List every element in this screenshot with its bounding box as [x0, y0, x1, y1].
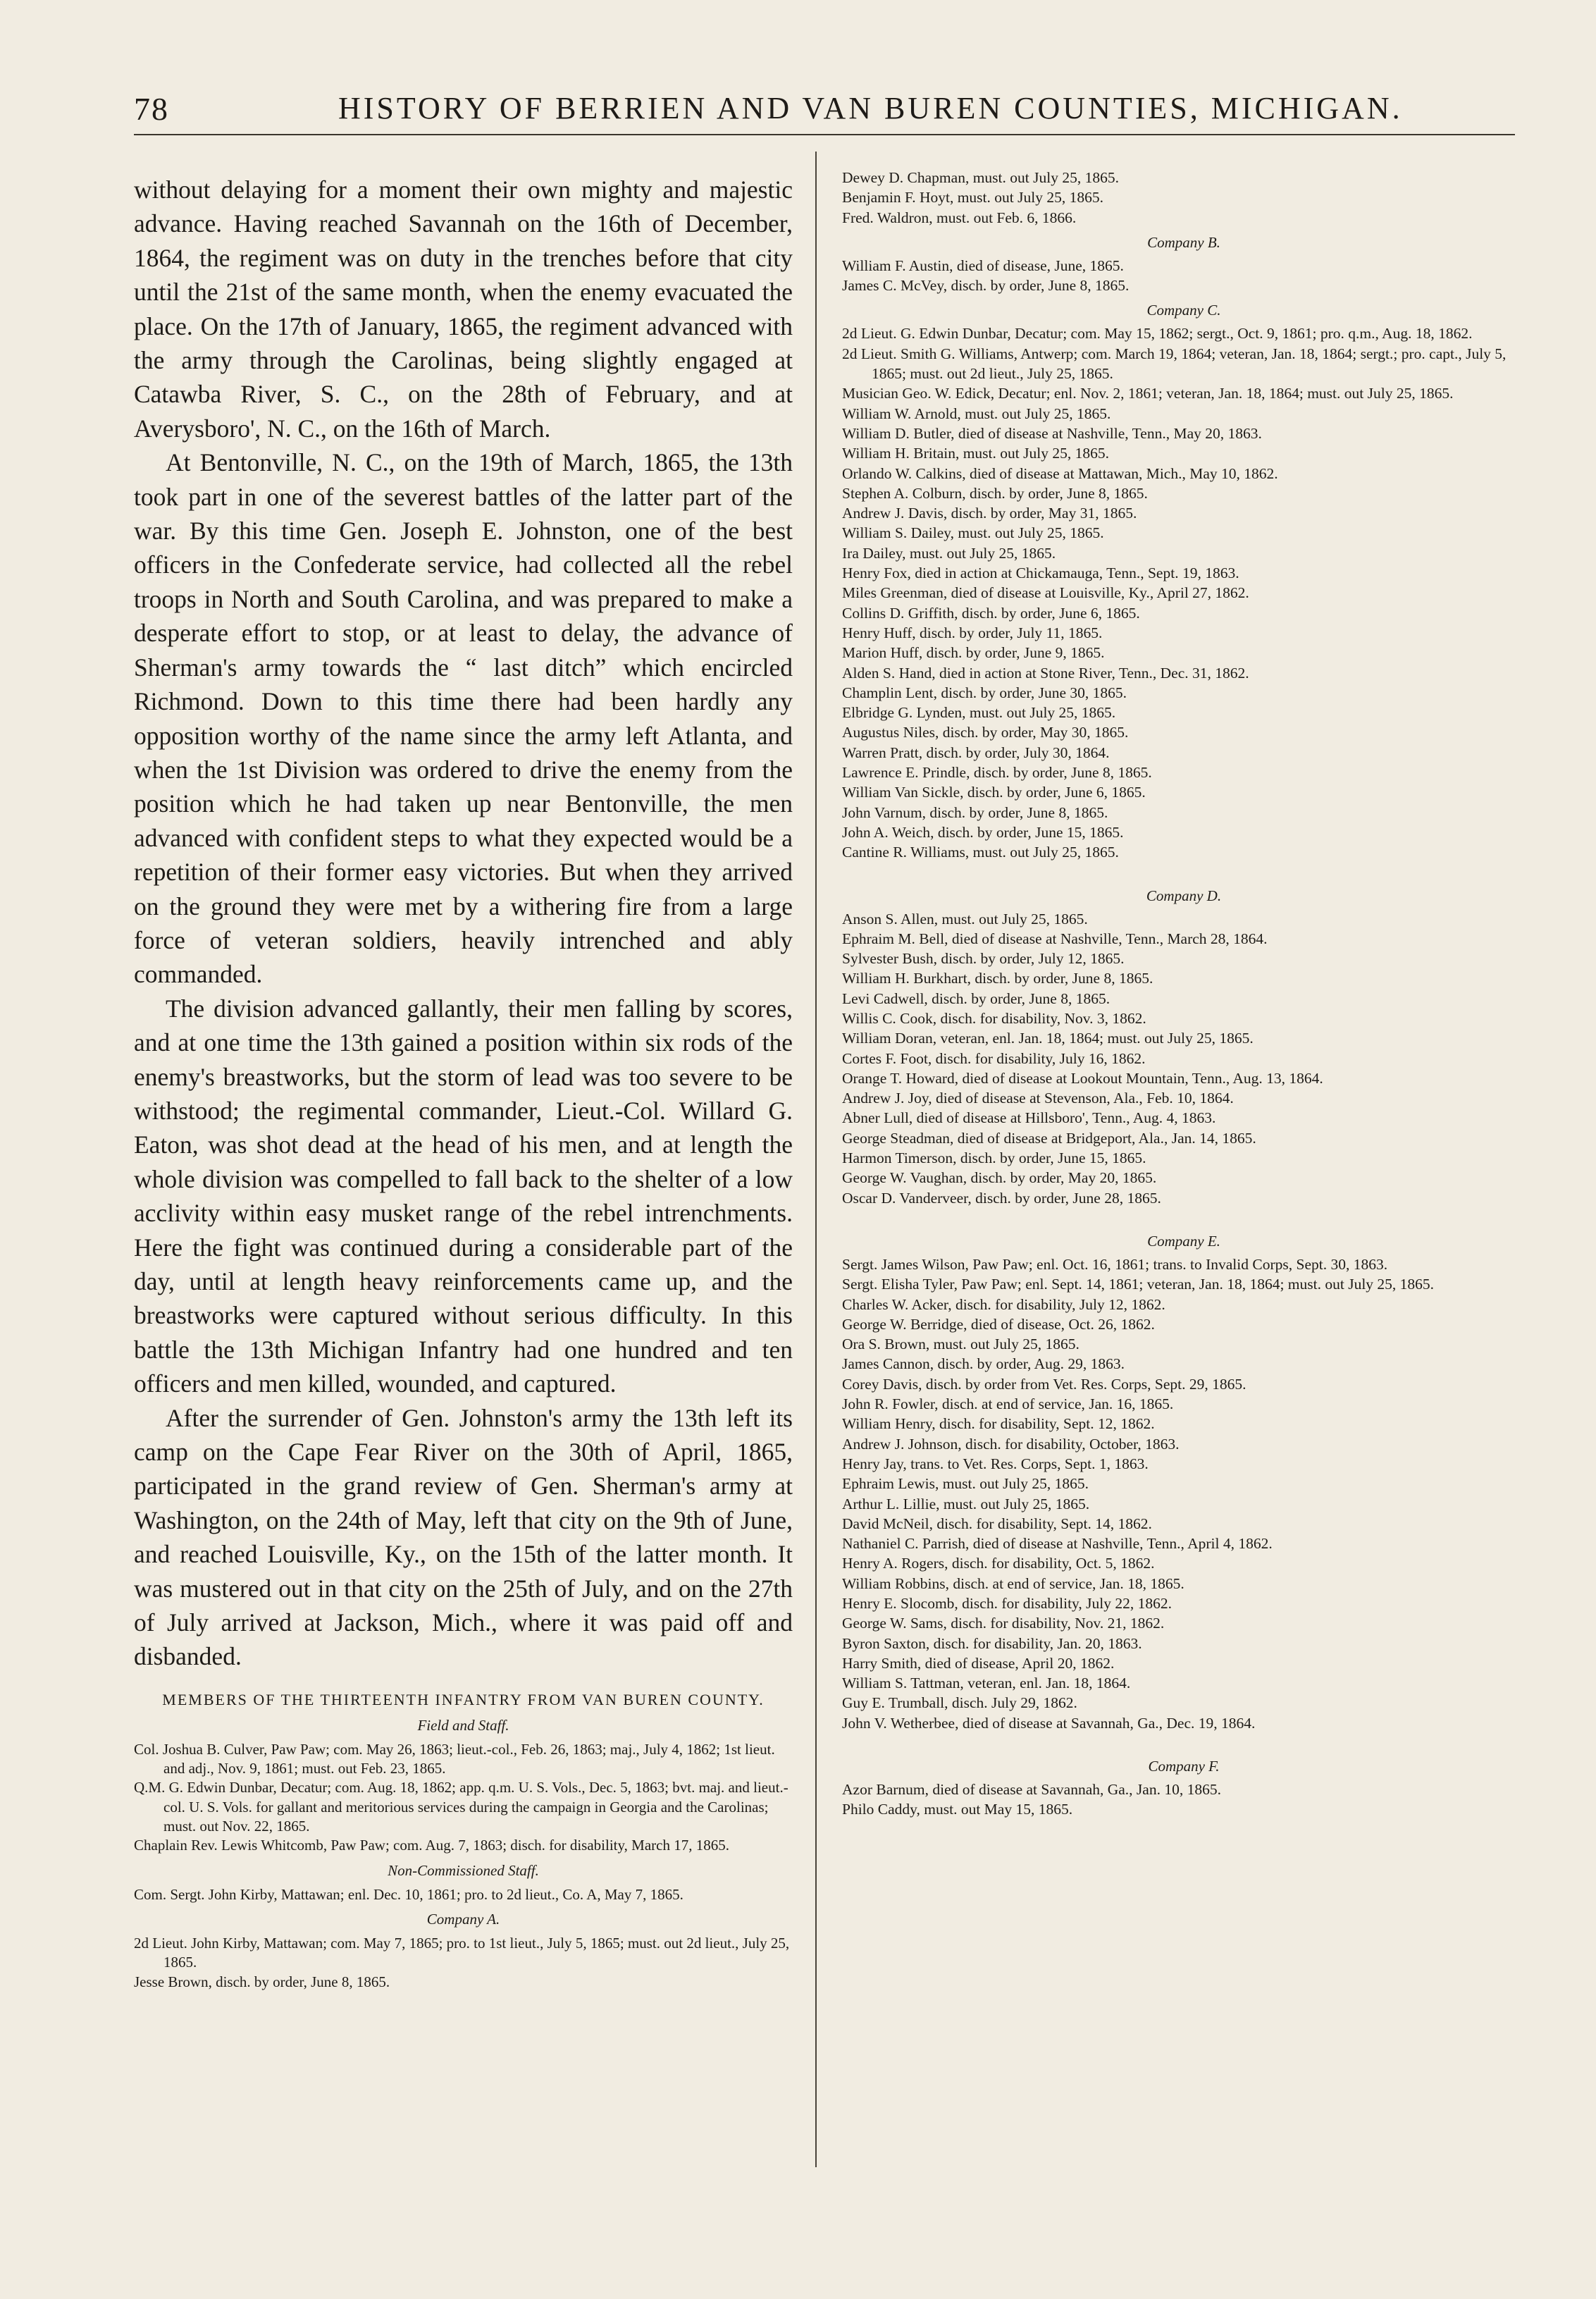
roster-entry: Azor Barnum, died of disease at Savannah, Ga., Jan. 10, 1865. [842, 1781, 1221, 1799]
roster-entry: John R. Fowler, disch. at end of service, Jan. 16, 1865. [842, 1395, 1174, 1413]
roster-entry: William H. Britain, must. out July 25, 1865. [842, 445, 1109, 462]
narrative-text [134, 173, 793, 1674]
section-heading-company-f: Company F. [1148, 1758, 1220, 1775]
section-heading-field-staff: Field and Staff. [417, 1716, 509, 1734]
roster-entry: Byron Saxton, disch. for disability, Jan. 20, 1863. [842, 1634, 1142, 1652]
roster-entry: Ira Dailey, must. out July 25, 1865. [842, 544, 1056, 562]
roster-entry: Cortes F. Foot, disch. for disability, July 16, 1862. [842, 1049, 1146, 1067]
roster-entry: Miles Greenman, died of disease at Louisville, Ky., April 27, 1862. [842, 584, 1249, 602]
roster-entry: Warren Pratt, disch. by order, July 30, 1864. [842, 744, 1110, 761]
roster-entry: William Robbins, disch. at end of service, Jan. 18, 1865. [842, 1574, 1184, 1592]
running-title: HISTORY OF BERRIEN AND VAN BUREN COUNTIES, MICHIGAN. [338, 91, 1403, 125]
column-divider [815, 152, 817, 2167]
roster-entry: John A. Weich, disch. by order, June 15, 1865. [842, 823, 1124, 841]
roster-entry: George W. Berridge, died of disease, Oct. 26, 1862. [842, 1315, 1155, 1333]
roster-entry: Anson S. Allen, must. out July 25, 1865. [842, 910, 1088, 927]
roster-entry: Charles W. Acker, disch. for disability, July 12, 1862. [842, 1295, 1165, 1313]
company-c-list [842, 323, 1526, 862]
roster-entry: James C. McVey, disch. by order, June 8, 1865. [842, 277, 1130, 295]
spacer [842, 863, 1526, 881]
section-heading-non-commissioned-staff: Non-Commissioned Staff. [388, 1861, 539, 1879]
company-a-continued [842, 168, 1526, 228]
roster-entry: Ephraim M. Bell, died of disease at Nashville, Tenn., March 28, 1864. [842, 930, 1268, 947]
roster-entry: Ora S. Brown, must. out July 25, 1865. [842, 1336, 1080, 1353]
roster-entry: Philo Caddy, must. out May 15, 1865. [842, 1801, 1073, 1818]
running-header [134, 86, 1473, 128]
roster-entry: Henry Huff, disch. by order, July 11, 1865. [842, 624, 1103, 641]
roster-entry: William Henry, disch. for disability, Sept. 12, 1862. [842, 1415, 1155, 1433]
roster-entry: Henry Fox, died in action at Chickamauga, Tenn., Sept. 19, 1863. [842, 565, 1239, 582]
roster-entry: Oscar D. Vanderveer, disch. by order, June 28, 1865. [842, 1189, 1161, 1207]
roster-entry: Henry A. Rogers, disch. for disability, Oct. 5, 1862. [842, 1555, 1155, 1572]
company-d-list [842, 909, 1526, 1208]
roster-entry: William F. Austin, died of disease, June, 1865. [842, 257, 1124, 274]
section-heading-company-b: Company B. [1147, 233, 1220, 251]
roster-entry: William S. Dailey, must. out July 25, 1865. [842, 524, 1104, 542]
paragraph: After the surrender of Gen. Johnston's army the 13th left its camp on the Cape Fear River on the 30th of April, 1865, participated in the grand review of Gen. Sherman's army at Washington, on the 24th of May, left that city on the 9th of June, and reached Louisville, Ky., on the 15th of the latter month. It was mustered out in that city on the 25th of July, and on the 27th of July arrived at Jackson, Mich., where it was paid off and disbanded. [134, 1403, 793, 1671]
spacer [842, 1208, 1526, 1226]
roster-entry: Corey Davis, disch. by order from Vet. Res. Corps, Sept. 29, 1865. [842, 1375, 1247, 1393]
roster-entry: Elbridge G. Lynden, must. out July 25, 1865. [842, 704, 1116, 722]
roster-entry: William D. Butler, died of disease at Nashville, Tenn., May 20, 1863. [842, 424, 1262, 442]
roster-entry: 2d Lieut. G. Edwin Dunbar, Decatur; com. May 15, 1862; sergt., Oct. 9, 1861; pro. q.m., Aug. 18, 1862. [842, 325, 1473, 343]
roster-entry: Andrew J. Joy, died of disease at Stevenson, Ala., Feb. 10, 1864. [842, 1090, 1234, 1107]
roster-entry: George Steadman, died of disease at Bridgeport, Ala., Jan. 14, 1865. [842, 1129, 1256, 1147]
roster-entry: Jesse Brown, disch. by order, June 8, 1865. [134, 1973, 390, 1990]
roster-entry: John Varnum, disch. by order, June 8, 1865. [842, 803, 1108, 821]
roster-entry: 2d Lieut. Smith G. Williams, Antwerp; com. March 19, 1864; veteran, Jan. 18, 1864; sergt.; pro. capt., July 5, 1865; must. out 2d lieut., July 25, 1865. [842, 345, 1507, 383]
roster-entry: George W. Sams, disch. for disability, Nov. 21, 1862. [842, 1615, 1165, 1632]
roster-entry: 2d Lieut. John Kirby, Mattawan; com. May 7, 1865; pro. to 1st lieut., July 5, 1865; must. out 2d lieut., July 25, 1865. [134, 1934, 790, 1971]
roster-entry: Henry Jay, trans. to Vet. Res. Corps, Sept. 1, 1863. [842, 1455, 1149, 1472]
company-e-list [842, 1255, 1526, 1733]
roster-entry: Andrew J. Davis, disch. by order, May 31, 1865. [842, 505, 1137, 522]
roster-entry: Dewey D. Chapman, must. out July 25, 1865. [842, 169, 1119, 186]
roster-entry: Q.M. G. Edwin Dunbar, Decatur; com. Aug. 18, 1862; app. q.m. U. S. Vols., Dec. 5, 1863; bvt. maj. and lieut.-col. U. S. Vols. for gallant and meritorious services during the campaign in Georgia and the Carolinas; must. out Nov. 22, 1865. [134, 1779, 788, 1835]
paragraph: The division advanced gallantly, their men falling by scores, and at one time the 13th gained a position within six rods of the enemy's breastworks, but the storm of lead was too severe to be withstood; the regimental commander, Lieut.-Col. Willard G. Eaton, was shot dead at the head of his men, and at length the whole division was compelled to fall back to the shelter of a low acclivity within easy musket range of the rebel intrenchments. Here the fight was continued during a considerable part of the day, until at length heavy reinforcements came up, and the breastworks were captured without serious difficulty. In this battle the 13th Michigan Infantry had one hundred and ten officers and men killed, wounded, and captured. [134, 994, 793, 1398]
roster-entry: Orange T. Howard, died of disease at Lookout Mountain, Tenn., Aug. 13, 1864. [842, 1069, 1323, 1087]
page-number: 78 [134, 91, 169, 127]
roster-entry: William Doran, veteran, enl. Jan. 18, 1864; must. out July 25, 1865. [842, 1030, 1254, 1047]
roster-entry: Sergt. James Wilson, Paw Paw; enl. Oct. 16, 1861; trans. to Invalid Corps, Sept. 30, 1863. [842, 1255, 1388, 1273]
roster-entry: Abner Lull, died of disease at Hillsboro', Tenn., Aug. 4, 1863. [842, 1109, 1216, 1127]
section-heading-company-e: Company E. [1147, 1232, 1220, 1250]
roster-entry: Harmon Timerson, disch. by order, June 15, 1865. [842, 1150, 1146, 1167]
roster-entry: Collins D. Griffith, disch. by order, June 6, 1865. [842, 604, 1140, 622]
roster-entry: Fred. Waldron, must. out Feb. 6, 1866. [842, 209, 1077, 226]
paragraph: At Bentonville, N. C., on the 19th of March, 1865, the 13th took part in one of the severest battles of the latter part of the war. By this time Gen. Joseph E. Johnston, one of the best officers in the Confederate service, had collected all the rebel troops in North and South Carolina, and was prepared to make a desperate effort to stop, or at least to delay, the advance of Sherman's army towards the “ last ditch” which encircled Richmond. Down to this time there had been hardly any opposition worthy of the name since the army left Atlanta, and when the 1st Division was ordered to drive the enemy from the position which he had taken up near Bentonville, the men advanced with confident steps to what they expected would be a repetition of their former easy victories. But when they arrived on the ground they were met by a withering fire from a large force of veteran soldiers, heavily intrenched and ably commanded. [134, 448, 793, 989]
roster-entry: Stephen A. Colburn, disch. by order, June 8, 1865. [842, 484, 1148, 502]
roster-entry: Cantine R. Williams, must. out July 25, 1865. [842, 844, 1119, 861]
roster-entry: Arthur L. Lillie, must. out July 25, 1865. [842, 1495, 1090, 1512]
paragraph: without delaying for a moment their own mighty and majestic advance. Having reached Savannah on the 16th of December, 1864, the regiment was on duty in the trenches before that city until the 21st of the same month, when the enemy evacuated the place. On the 17th of January, 1865, the regiment advanced with the army through the Carolinas, being slightly engaged at Catawba River, S. C., on the 28th of February, and at Averysboro', N. C., on the 16th of March. [134, 175, 793, 443]
roster-entry: William W. Arnold, must. out July 25, 1865. [842, 405, 1111, 422]
left-column [134, 173, 793, 1992]
section-heading-company-c: Company C. [1146, 302, 1221, 319]
roster-entry: Chaplain Rev. Lewis Whitcomb, Paw Paw; com. Aug. 7, 1863; disch. for disability, March 17, 1865. [134, 1837, 729, 1854]
roster-entry: Benjamin F. Hoyt, must. out July 25, 1865. [842, 189, 1103, 207]
right-column [842, 168, 1526, 1820]
roster-entry: Sylvester Bush, disch. by order, July 12, 1865. [842, 950, 1125, 968]
roster-entry: George W. Vaughan, disch. by order, May 20, 1865. [842, 1169, 1157, 1187]
roster-entry: John V. Wetherbee, died of disease at Savannah, Ga., Dec. 19, 1864. [842, 1714, 1256, 1732]
roster-entry: Harry Smith, died of disease, April 20, 1862. [842, 1654, 1115, 1672]
roster-entry: Augustus Niles, disch. by order, May 30, 1865. [842, 724, 1129, 741]
roster-entry: Henry E. Slocomb, disch. for disability, July 22, 1862. [842, 1595, 1172, 1612]
company-f-list [842, 1780, 1526, 1820]
roster-entry: Nathaniel C. Parrish, died of disease at Nashville, Tenn., April 4, 1862. [842, 1535, 1273, 1553]
roster-entry: Com. Sergt. John Kirby, Mattawan; enl. Dec. 10, 1861; pro. to 2d lieut., Co. A, May 7, 1865. [134, 1885, 683, 1903]
roster-entry: William Van Sickle, disch. by order, June 6, 1865. [842, 784, 1146, 801]
roster-entry: Musician Geo. W. Edick, Decatur; enl. Nov. 2, 1861; veteran, Jan. 18, 1864; must. out July 25, 1865. [842, 385, 1454, 402]
spacer [842, 1733, 1526, 1751]
roster-entry: Orlando W. Calkins, died of disease at Mattawan, Mich., May 10, 1862. [842, 464, 1278, 482]
company-b-list [842, 256, 1526, 296]
roster-entry: William H. Burkhart, disch. by order, June 8, 1865. [842, 970, 1153, 987]
members-heading: MEMBERS OF THE THIRTEENTH INFANTRY FROM VAN BUREN COUNTY. [162, 1690, 765, 1708]
section-heading-company-a: Company A. [426, 1910, 500, 1928]
roster-entry: Alden S. Hand, died in action at Stone River, Tenn., Dec. 31, 1862. [842, 664, 1249, 682]
roster-entry: Lawrence E. Prindle, disch. by order, June 8, 1865. [842, 764, 1152, 782]
roster-entry: Willis C. Cook, disch. for disability, Nov. 3, 1862. [842, 1009, 1146, 1027]
roster-entry: Andrew J. Johnson, disch. for disability, October, 1863. [842, 1435, 1180, 1453]
roster-entry: Ephraim Lewis, must. out July 25, 1865. [842, 1475, 1089, 1493]
section-heading-company-d: Company D. [1146, 887, 1222, 904]
roster-entry: Col. Joshua B. Culver, Paw Paw; com. May 26, 1863; lieut.-col., Feb. 26, 1863; maj., July 4, 1862; 1st lieut. and adj., Nov. 9, 1861; must. out Feb. 23, 1865. [134, 1740, 775, 1777]
roster-entry: Guy E. Trumball, disch. July 29, 1862. [842, 1694, 1077, 1712]
roster-entry: David McNeil, disch. for disability, Sept. 14, 1862. [842, 1515, 1152, 1532]
roster-entry: Champlin Lent, disch. by order, June 30, 1865. [842, 684, 1127, 701]
roster-entry: Levi Cadwell, disch. by order, June 8, 1865. [842, 990, 1111, 1007]
roster-entry: Marion Huff, disch. by order, June 9, 1865. [842, 644, 1105, 662]
roster-entry: William S. Tattman, veteran, enl. Jan. 18, 1864. [842, 1675, 1131, 1692]
header-rule [134, 134, 1515, 135]
roster-entry: James Cannon, disch. by order, Aug. 29, 1863. [842, 1355, 1125, 1373]
roster-entry: Sergt. Elisha Tyler, Paw Paw; enl. Sept. 14, 1861; veteran, Jan. 18, 1864; must. out July 25, 1865. [842, 1276, 1435, 1293]
